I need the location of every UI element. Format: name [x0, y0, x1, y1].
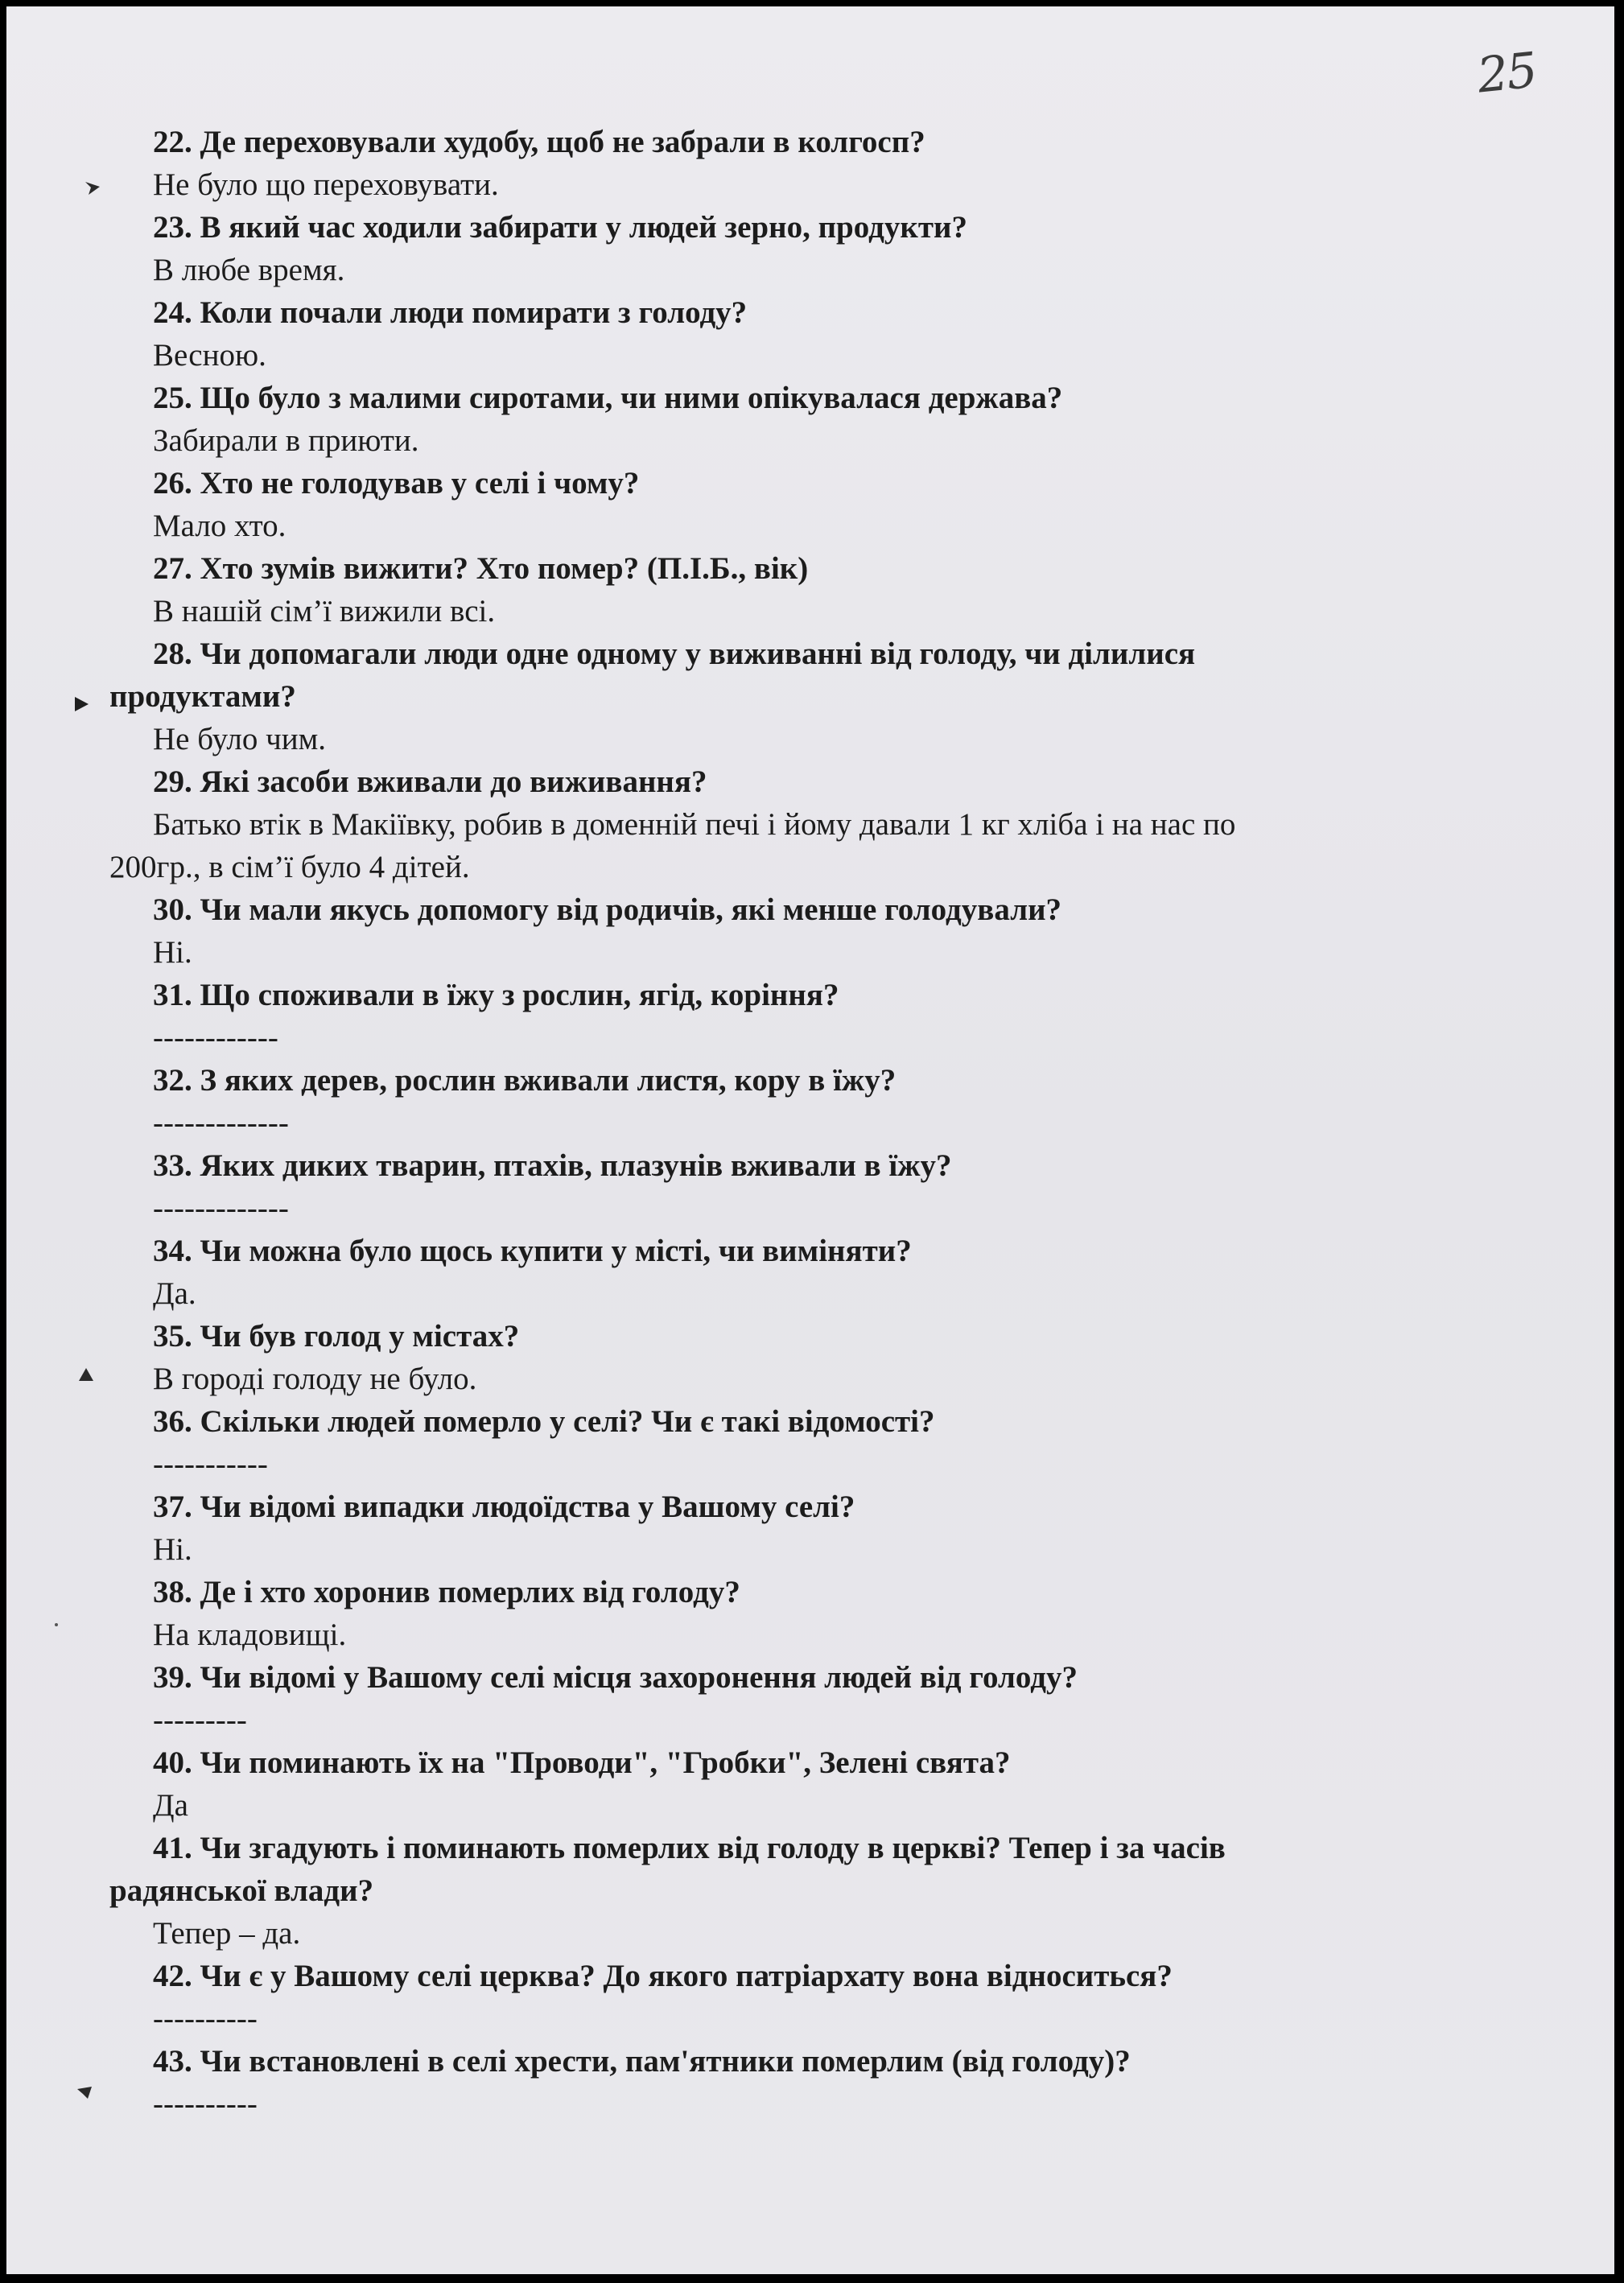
- qa-item: [6, 1230, 1614, 1315]
- answer-text: [6, 1443, 1614, 1486]
- question-text: [6, 1571, 1614, 1613]
- question-text: [6, 760, 1614, 803]
- question-line: 33. Яких диких тварин, птахів, плазунів вживали в їжу?: [153, 1148, 952, 1183]
- answer-line: В нашій сім’ї вижили всі.: [153, 594, 496, 628]
- document-page: [6, 6, 1614, 2274]
- question-text: [6, 1315, 1614, 1358]
- answer-line: В любе время.: [153, 253, 345, 287]
- answer-text: [6, 505, 1614, 547]
- qa-item: [6, 888, 1614, 974]
- answer-line: В городі голоду не було.: [153, 1362, 477, 1396]
- answer-line: Весною.: [153, 338, 266, 373]
- question-line: 35. Чи був голод у містах?: [153, 1319, 520, 1354]
- answer-text: [6, 1997, 1614, 2040]
- question-text: [6, 206, 1614, 249]
- question-line: 31. Що споживали в їжу з рослин, ягід, коріння?: [153, 978, 839, 1012]
- answer-line: Не було чим.: [153, 722, 326, 756]
- question-text: [6, 121, 1614, 163]
- question-text: [6, 1059, 1614, 1102]
- question-line: 34. Чи можна було щось купити у місті, чи виміняти?: [153, 1234, 912, 1268]
- answer-line: ---------: [153, 1703, 247, 1737]
- question-text: [6, 2040, 1614, 2083]
- answer-text: [6, 590, 1614, 633]
- answer-line: -------------: [153, 1106, 289, 1140]
- qa-item: [6, 1315, 1614, 1400]
- qa-item: [6, 760, 1614, 888]
- question-continuation: продуктами?: [109, 679, 296, 714]
- answer-continuation: 200гр., в сім’ї було 4 дітей.: [109, 850, 470, 884]
- qa-item: [6, 1144, 1614, 1230]
- answer-text: [6, 1912, 1614, 1955]
- answer-text: [6, 1187, 1614, 1230]
- question-line: 28. Чи допомагали люди одне одному у виживанні від голоду, чи ділилися: [153, 637, 1196, 671]
- qa-item: [6, 1571, 1614, 1656]
- qa-item: [6, 291, 1614, 377]
- qa-item: [6, 1400, 1614, 1486]
- qa-item: [6, 462, 1614, 547]
- answer-line: Ні.: [153, 1532, 192, 1567]
- question-text: [6, 1400, 1614, 1443]
- answer-line: На кладовищі.: [153, 1617, 347, 1652]
- question-continuation: радянської влади?: [109, 1873, 374, 1908]
- qa-item: [6, 1486, 1614, 1571]
- question-line: 30. Чи мали якусь допомогу від родичів, які менше голодували?: [153, 892, 1062, 927]
- qa-item: [6, 1741, 1614, 1827]
- question-text: [6, 1656, 1614, 1699]
- question-line: 41. Чи згадують і поминають померлих від голоду в церкві? Тепер і за часів: [153, 1831, 1226, 1865]
- question-line: 36. Скільки людей померло у селі? Чи є такі відомості?: [153, 1404, 935, 1439]
- answer-line: -----------: [153, 1447, 268, 1481]
- qa-item: [6, 547, 1614, 633]
- answer-line: Забирали в приюти.: [153, 423, 419, 458]
- qa-item: [6, 974, 1614, 1059]
- qa-item: [6, 1059, 1614, 1144]
- question-text: [6, 462, 1614, 505]
- answer-text: [6, 1528, 1614, 1571]
- question-line: 37. Чи відомі випадки людоїдства у Вашому селі?: [153, 1490, 855, 1524]
- qa-item: [6, 1656, 1614, 1741]
- answer-line: ------------: [153, 1020, 278, 1055]
- answer-line: Батько втік в Макіївку, робив в доменній печі і йому давали 1 кг хліба і на нас по: [153, 807, 1236, 842]
- answer-text: [6, 2083, 1614, 2125]
- question-line: 43. Чи встановлені в селі хрести, пам'ятники померлим (від голоду)?: [153, 2044, 1131, 2079]
- question-line: 38. Де і хто хоронив померлих від голоду?: [153, 1575, 740, 1609]
- question-text: [6, 1144, 1614, 1187]
- question-line: 40. Чи поминають їх на "Проводи", "Гробки", Зелені свята?: [153, 1745, 1011, 1780]
- qa-item: [6, 206, 1614, 291]
- question-text: [6, 1955, 1614, 1997]
- answer-line: Тепер – да.: [153, 1916, 301, 1951]
- question-text: [6, 377, 1614, 419]
- answer-text: [6, 1613, 1614, 1656]
- question-text: [6, 633, 1614, 718]
- answer-text: [6, 931, 1614, 974]
- answer-text: [6, 718, 1614, 760]
- question-text: [6, 888, 1614, 931]
- qa-item: [6, 1955, 1614, 2040]
- qa-item: [6, 377, 1614, 462]
- question-text: [6, 291, 1614, 334]
- question-text: [6, 1486, 1614, 1528]
- question-text: [6, 1827, 1614, 1912]
- answer-line: Да: [153, 1788, 188, 1823]
- answer-line: -------------: [153, 1191, 289, 1226]
- qa-item: [6, 2040, 1614, 2125]
- qa-item: [6, 1827, 1614, 1955]
- question-text: [6, 974, 1614, 1016]
- question-line: 25. Що було з малими сиротами, чи ними опікувалася держава?: [153, 381, 1063, 415]
- answer-line: Мало хто.: [153, 509, 286, 543]
- question-line: 32. З яких дерев, рослин вживали листя, кору в їжу?: [153, 1063, 896, 1098]
- answer-text: [6, 803, 1614, 888]
- answer-text: [6, 1784, 1614, 1827]
- answer-text: [6, 249, 1614, 291]
- answer-text: [6, 1358, 1614, 1400]
- question-line: 42. Чи є у Вашому селі церква? До якого патріархату вона відноситься?: [153, 1959, 1173, 1993]
- answer-text: [6, 163, 1614, 206]
- answer-text: [6, 1272, 1614, 1315]
- qa-item: [6, 121, 1614, 206]
- answer-line: Да.: [153, 1276, 196, 1311]
- answer-line: ----------: [153, 2001, 258, 2036]
- question-line: 29. Які засоби вживали до виживання?: [153, 764, 707, 799]
- answer-text: [6, 1102, 1614, 1144]
- page-number: 25: [1474, 42, 1539, 105]
- question-line: 23. В який час ходили забирати у людей зерно, продукти?: [153, 210, 967, 245]
- question-line: 27. Хто зумів вижити? Хто помер? (П.І.Б., вік): [153, 551, 809, 586]
- answer-line: Не було що переховувати.: [153, 167, 499, 202]
- answer-text: [6, 334, 1614, 377]
- question-text: [6, 547, 1614, 590]
- questionnaire-body: [6, 121, 1614, 2125]
- answer-text: [6, 419, 1614, 462]
- question-text: [6, 1741, 1614, 1784]
- answer-text: [6, 1016, 1614, 1059]
- question-line: 24. Коли почали люди помирати з голоду?: [153, 295, 748, 330]
- answer-line: ----------: [153, 2087, 258, 2121]
- question-line: 39. Чи відомі у Вашому селі місця захоронення людей від голоду?: [153, 1660, 1078, 1695]
- answer-text: [6, 1699, 1614, 1741]
- answer-line: Ні.: [153, 935, 192, 970]
- question-line: 22. Де переховували худобу, щоб не забрали в колгосп?: [153, 125, 925, 159]
- qa-item: [6, 633, 1614, 760]
- question-line: 26. Хто не голодував у селі і чому?: [153, 466, 640, 501]
- question-text: [6, 1230, 1614, 1272]
